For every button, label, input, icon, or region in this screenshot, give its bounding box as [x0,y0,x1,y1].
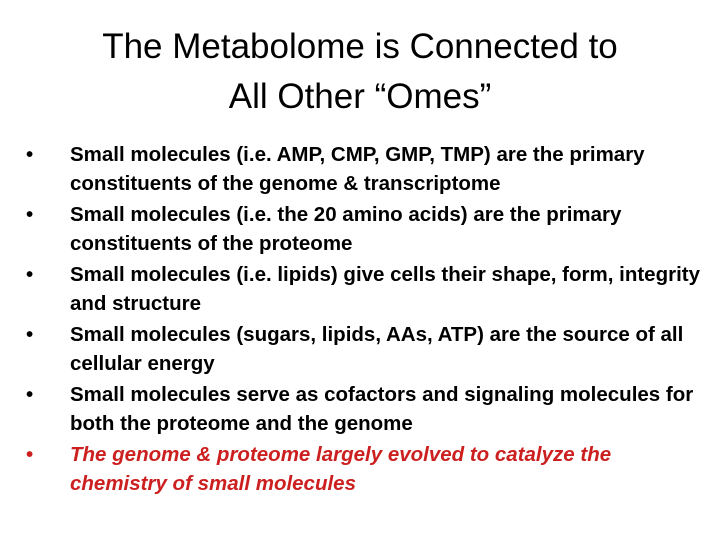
slide-title-line-1: The Metabolome is Connected to [102,27,618,66]
bullet-dot-icon: • [26,203,34,226]
bullet-dot-icon: • [26,143,34,166]
bullet-item-highlighted [24,440,704,498]
bullet-dot-icon: • [26,383,34,406]
bullet-item [24,380,704,438]
bullet-dot-icon: • [26,323,34,346]
bullet-text: Small molecules (i.e. lipids) give cells their shape, form, integrity and structure [70,263,700,315]
bullet-text: Small molecules serve as cofactors and signaling molecules for both the proteome and the genome [70,383,694,435]
slide-title-line-2: All Other “Omes” [228,77,492,116]
bullet-text: Small molecules (i.e. AMP, CMP, GMP, TMP) are the primary constituents of the genome & transcriptome [70,143,645,195]
bullet-item [24,260,704,318]
bullet-text: Small molecules (i.e. the 20 amino acids) are the primary constituents of the proteome [70,203,622,255]
bullet-dot-icon: • [26,443,34,466]
bullet-dot-icon: • [26,263,34,286]
bullet-text: Small molecules (sugars, lipids, AAs, ATP) are the source of all cellular energy [70,323,684,375]
bullet-item [24,140,704,198]
bullet-list [24,140,704,500]
bullet-item [24,320,704,378]
bullet-item [24,200,704,258]
bullet-text-highlighted: The genome & proteome largely evolved to catalyze the chemistry of small molecules [70,443,612,495]
slide-title [20,22,700,122]
